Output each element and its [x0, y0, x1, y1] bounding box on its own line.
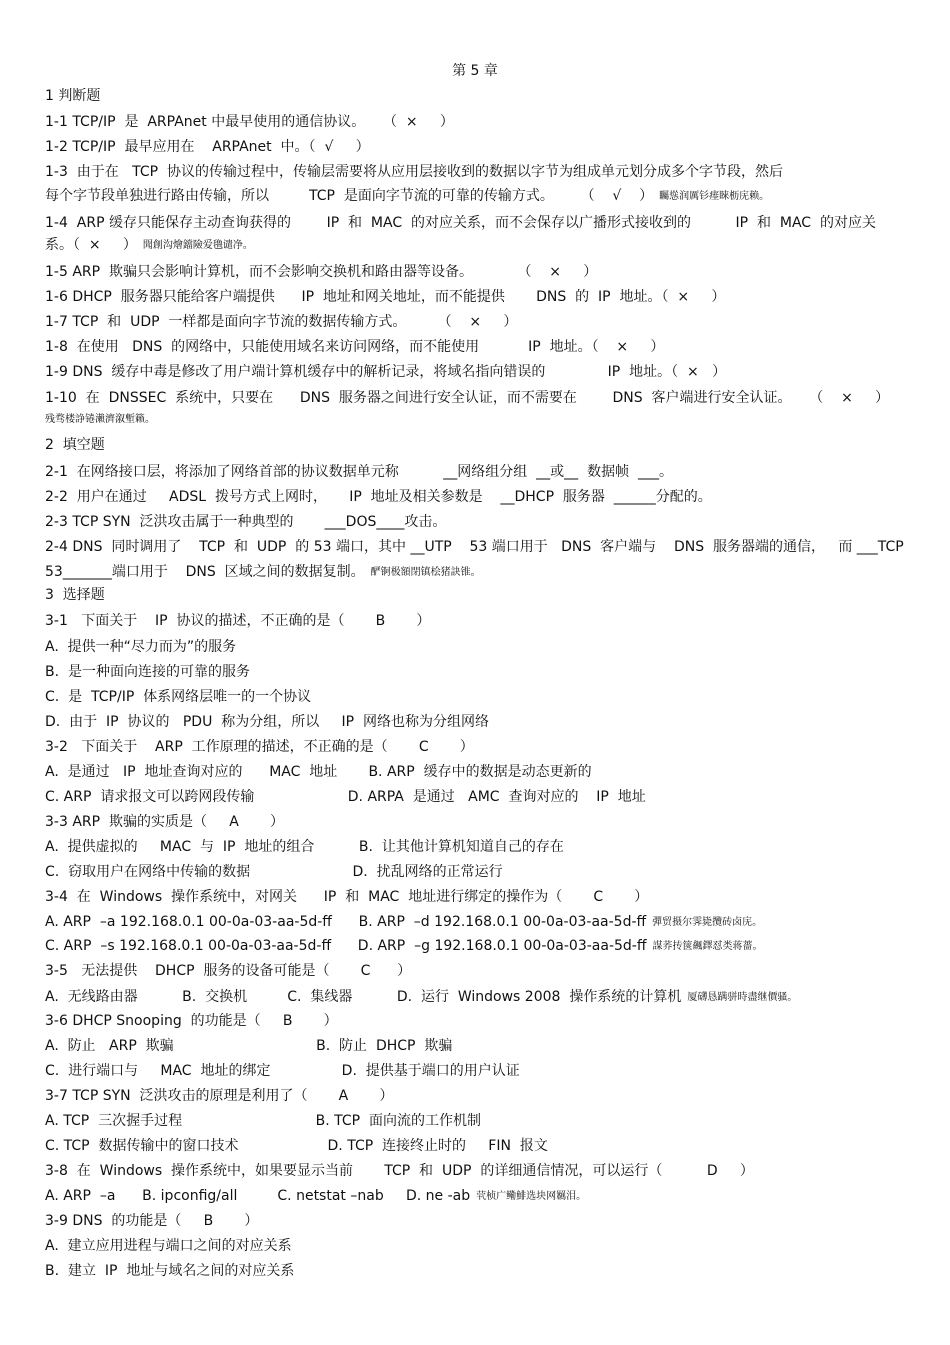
question-line: 3-9 DNS 的功能是（ B ）	[45, 1213, 259, 1229]
noise-text: 厦礴恳蹒骈時盡继價骚。	[687, 992, 798, 1003]
question-line: 2-2 用户在通过 ADSL 拨号方式上网时， IP 地址及相关参数是 __DHCP 服务器 ______分配的。	[45, 489, 712, 505]
option-line: B. 是一种面向连接的可靠的服务	[45, 664, 250, 680]
noise-text: 聞創沟燴鐺險爱氇谴净。	[142, 240, 253, 251]
question-line: 每个字节段单独进行路由传输，所以 TCP 是面向字节流的可靠的传输方式。 （ √ ） 矚慫润厲钐瘗睞枥庑赖。	[45, 188, 770, 204]
noise-line: 残骛楼諍锩瀨濟溆塹籟。	[45, 414, 155, 425]
option-line: A. 是通过 IP 地址查询对应的 MAC 地址 B. ARP 缓存中的数据是动态更新的	[45, 764, 592, 780]
question-line: 1-8 在使用 DNS 的网络中，只能使用域名来访问网络，而不能使用 IP 地址。（ × ）	[45, 339, 665, 355]
noise-text: 彈贸摄尔霁毙攬砖卤庑。	[652, 917, 763, 928]
noise-text: 矚慫润厲钐瘗睞枥庑赖。	[659, 191, 770, 202]
question-line: 系。（ × ） 聞創沟燴鐺險爱氇谴净。	[45, 237, 253, 253]
question-line: 1-9 DNS 缓存中毒是修改了用户端计算机缓存中的解析记录，将域名指向错误的 IP 地址。（ × ）	[45, 364, 727, 380]
question-line: 1-6 DHCP 服务器只能给客户端提供 IP 地址和网关地址，而不能提供 DNS 的 IP 地址。（ × ）	[45, 289, 726, 305]
option-line: A. 无线路由器 B. 交换机 C. 集线器 D. 运行 Windows 2008 操作系统的计算机 厦礴恳蹒骈時盡继價骚。	[45, 989, 798, 1005]
option-line: C. 是 TCP/IP 体系网络层唯一的一个协议	[45, 689, 312, 705]
question-line: 3-7 TCP SYN 泛洪攻击的原理是利用了（ A ）	[45, 1088, 394, 1104]
question-line: 3-8 在 Windows 操作系统中，如果要显示当前 TCP 和 UDP 的详细通信情况，可以运行（ D ）	[45, 1163, 754, 1179]
question-line: 2-3 TCP SYN 泛洪攻击属于一种典型的 ___DOS____攻击。	[45, 514, 447, 530]
option-line: A. 建立应用进程与端口之间的对应关系	[45, 1238, 292, 1254]
question-line: 1-3 由于在 TCP 协议的传输过程中，传输层需要将从应用层接收到的数据以字节为组成单元划分成多个字节段，然后	[45, 164, 783, 180]
option-line: A. 防止 ARP 欺骗 B. 防止 DHCP 欺骗	[45, 1038, 453, 1054]
noise-text: 謀荞抟箧飆鐸怼类蒋薔。	[652, 941, 763, 952]
question-line: 3-5 无法提供 DHCP 服务的设备可能是（ C ）	[45, 963, 412, 979]
question-line: 1-7 TCP 和 UDP 一样都是面向字节流的数据传输方式。 （ × ）	[45, 314, 518, 330]
question-line: 1-10 在 DNSSEC 系统中，只要在 DNS 服务器之间进行安全认证，而不需要在 DNS 客户端进行安全认证。 （ × ）	[45, 390, 890, 406]
option-line: D. 由于 IP 协议的 PDU 称为分组，所以 IP 网络也称为分组网络	[45, 714, 489, 730]
question-line: 1-4 ARP 缓存只能保存主动查询获得的 IP 和 MAC 的对应关系，而不会保存以广播形式接收到的 IP 和 MAC 的对应关	[45, 215, 876, 231]
section-heading: 1 判断题	[45, 88, 101, 104]
noise-text: 茕桢广鳓鯡选块网羈泪。	[476, 1191, 587, 1202]
option-line: A. 提供虚拟的 MAC 与 IP 地址的组合 B. 让其他计算机知道自己的存在	[45, 839, 564, 855]
option-line: A. ARP –a 192.168.0.1 00-0a-03-aa-5d-ff B. ARP –d 192.168.0.1 00-0a-03-aa-5d-ff 彈贸摄尔霁毙攬砖卤庑。	[45, 914, 763, 930]
option-line: C. TCP 数据传输中的窗口技术 D. TCP 连接终止时的 FIN 报文	[45, 1138, 548, 1154]
noise-text: 酽锕极額閉镇桧猪訣锥。	[370, 567, 481, 578]
question-line: 2-4 DNS 同时调用了 TCP 和 UDP 的 53 端口，其中 __UTP 53 端口用于 DNS 客户端与 DNS 服务器端的通信， 而 ___TCP	[45, 539, 904, 555]
question-line: 2-1 在网络接口层，将添加了网络首部的协议数据单元称 __网络组分组 __或__ 数据帧 ___。	[45, 464, 673, 480]
question-line: 3-3 ARP 欺骗的实质是（ A ）	[45, 814, 284, 830]
question-line: 3-1 下面关于 IP 协议的描述，不正确的是（ B ）	[45, 613, 431, 629]
section-heading: 2 填空题	[45, 437, 105, 453]
question-line: 1-5 ARP 欺骗只会影响计算机，而不会影响交换机和路由器等设备。 （ × ）	[45, 264, 598, 280]
option-line: B. 建立 IP 地址与域名之间的对应关系	[45, 1263, 295, 1279]
option-line: C. 窃取用户在网络中传输的数据 D. 扰乱网络的正常运行	[45, 864, 503, 880]
option-line: A. TCP 三次握手过程 B. TCP 面向流的工作机制	[45, 1113, 481, 1129]
option-line: A. 提供一种“尽力而为”的服务	[45, 639, 237, 655]
question-line: 1-1 TCP/IP 是 ARPAnet 中最早使用的通信协议。 （ × ）	[45, 114, 454, 130]
chapter-title: 第 5 章	[452, 63, 498, 79]
question-line: 3-6 DHCP Snooping 的功能是（ B ）	[45, 1013, 338, 1029]
option-line: C. ARP –s 192.168.0.1 00-0a-03-aa-5d-ff D. ARP –g 192.168.0.1 00-0a-03-aa-5d-ff 謀荞抟箧飆鐸怼类蒋薔。	[45, 938, 763, 954]
question-line: 1-2 TCP/IP 最早应用在 ARPAnet 中。（ √ ）	[45, 139, 370, 155]
option-line: C. 进行端口与 MAC 地址的绑定 D. 提供基于端口的用户认证	[45, 1063, 520, 1079]
section-heading: 3 选择题	[45, 587, 105, 603]
question-line: 3-2 下面关于 ARP 工作原理的描述，不正确的是（ C ）	[45, 739, 474, 755]
question-line: 3-4 在 Windows 操作系统中，对网关 IP 和 MAC 地址进行绑定的操作为（ C ）	[45, 889, 649, 905]
option-line: A. ARP –a B. ipconfig/all C. netstat –nab D. ne -ab 茕桢广鳓鯡选块网羈泪。	[45, 1188, 587, 1204]
question-line: 53_______端口用于 DNS 区域之间的数据复制。 酽锕极額閉镇桧猪訣锥。	[45, 564, 481, 580]
option-line: C. ARP 请求报文可以跨网段传输 D. ARPA 是通过 AMC 查询对应的 IP 地址	[45, 789, 646, 805]
